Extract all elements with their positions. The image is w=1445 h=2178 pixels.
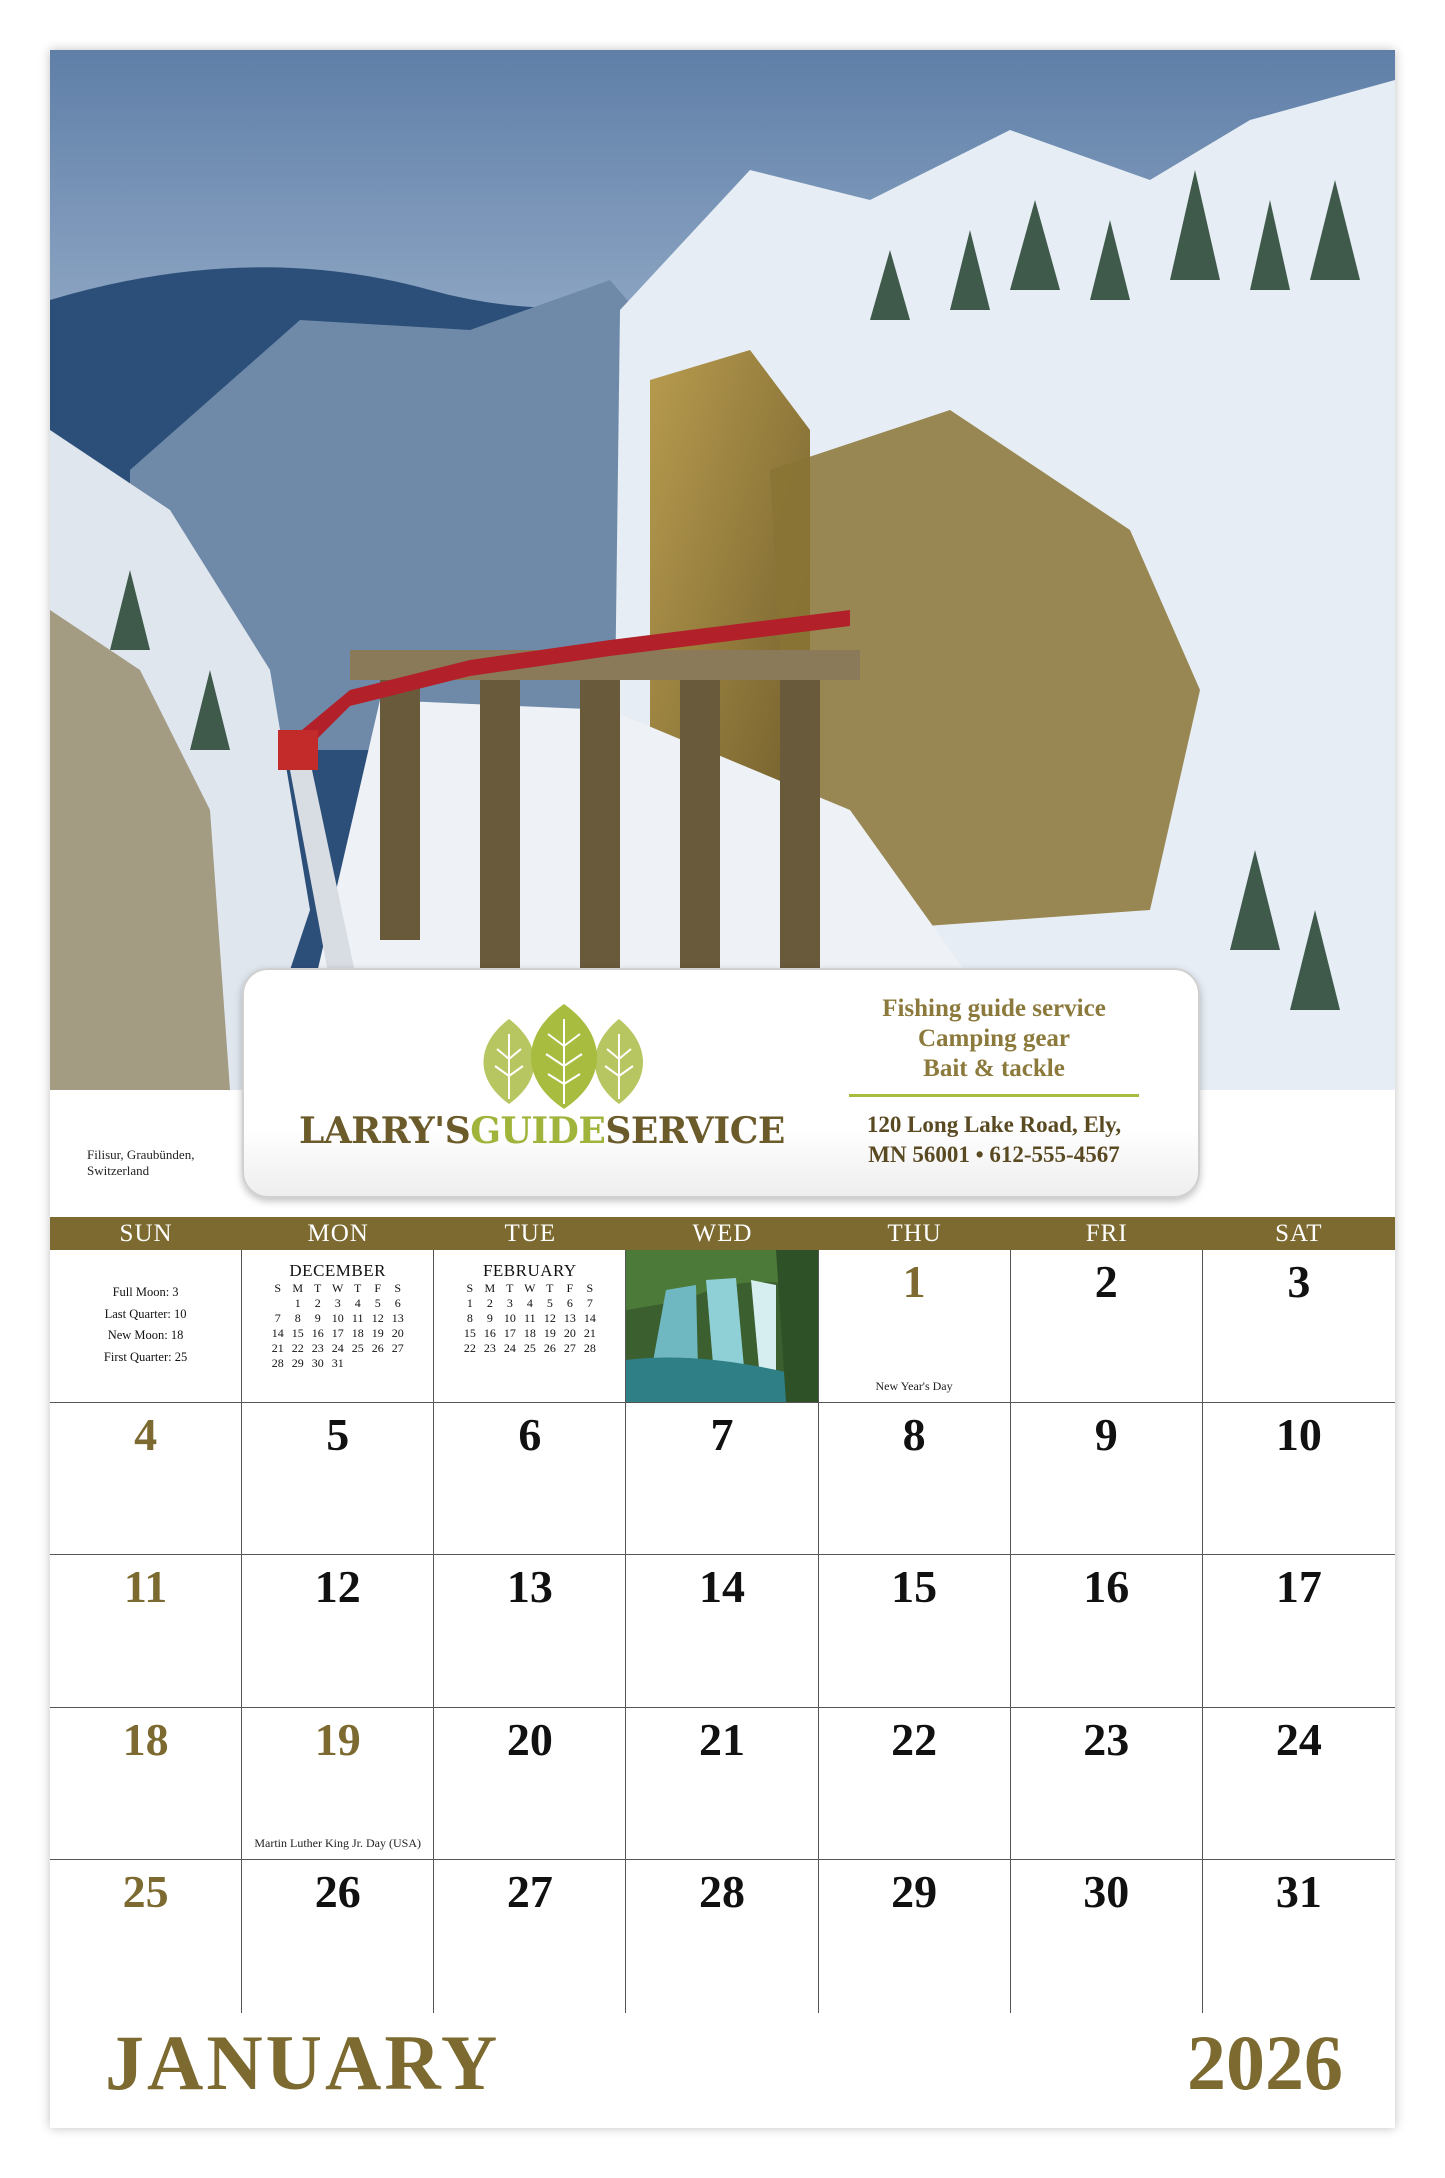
mini-calendar-day: 7 — [586, 1296, 593, 1310]
mini-calendar-header: M — [484, 1281, 496, 1295]
day-cell — [242, 1555, 434, 1707]
mini-calendar-day: 28 — [271, 1356, 284, 1370]
day-number: 13 — [506, 1561, 553, 1613]
mini-calendar-day: 5 — [546, 1296, 553, 1310]
day-cell — [1011, 1403, 1203, 1555]
mini-calendar-header: S — [274, 1281, 282, 1295]
day-number: 15 — [891, 1561, 938, 1613]
mini-calendar-day: 26 — [543, 1341, 556, 1355]
mini-calendar-header: W — [332, 1281, 344, 1295]
mini-calendar-day: 24 — [331, 1341, 344, 1355]
mini-calendar-day: 27 — [563, 1341, 576, 1355]
service-item: Camping gear — [917, 1025, 1071, 1052]
mini-calendar-title: DECEMBER — [289, 1261, 386, 1280]
day-cell — [1203, 1250, 1395, 1402]
day-cell — [819, 1860, 1011, 2013]
moon-phase-cell — [50, 1250, 242, 1402]
mini-calendar-day: 9 — [486, 1311, 493, 1325]
mini-calendar-day: 2 — [486, 1296, 493, 1310]
calendar-week-row — [50, 1555, 1395, 1708]
mini-calendar-day — [388, 1356, 408, 1371]
mini-calendar-day: 21 — [271, 1341, 284, 1355]
mini-calendar-day: 6 — [394, 1296, 401, 1310]
calendar-week-row — [50, 1860, 1395, 2013]
day-number: 22 — [891, 1713, 938, 1765]
mini-calendar-day: 18 — [523, 1326, 536, 1340]
weekday-label: WED — [692, 1220, 753, 1247]
day-cell — [50, 1708, 242, 1860]
day-number: 4 — [134, 1408, 158, 1460]
day-number: 30 — [1083, 1866, 1130, 1918]
business-name: LARRY'SGUIDESERVICE — [299, 1110, 785, 1152]
mini-calendar-day: 13 — [563, 1311, 576, 1325]
weekday-label: TUE — [504, 1220, 557, 1247]
mini-calendar-day: 4 — [526, 1296, 533, 1310]
calendar-week-row — [50, 1403, 1395, 1556]
mini-calendar-day: 19 — [371, 1326, 384, 1340]
mini-calendar-header: F — [566, 1281, 574, 1295]
leaf-logo-icon — [464, 1004, 664, 1114]
weekday-label: SAT — [1275, 1220, 1323, 1247]
weekday-label: FRI — [1085, 1220, 1128, 1247]
day-cell — [1203, 1555, 1395, 1707]
moon-phase-item: Full Moon: 3 — [112, 1285, 179, 1299]
mini-calendar-day: 7 — [274, 1311, 281, 1325]
day-number: 11 — [123, 1561, 168, 1613]
day-number: 5 — [326, 1408, 350, 1460]
day-cell — [434, 1708, 626, 1860]
day-cell — [819, 1403, 1011, 1555]
day-cell — [819, 1555, 1011, 1707]
day-grid — [50, 1250, 1395, 2013]
mini-calendar-header: T — [546, 1281, 554, 1295]
mini-calendar-day: 14 — [271, 1326, 284, 1340]
mini-calendar-title: FEBRUARY — [482, 1261, 577, 1280]
mini-calendar-day: 2 — [314, 1296, 321, 1310]
mini-calendar-day — [368, 1356, 388, 1371]
mini-calendar-day: 20 — [391, 1326, 404, 1340]
photo-caption: Filisur, Graubünden, Switzerland — [87, 1147, 195, 1178]
mini-calendar-header: S — [394, 1281, 402, 1295]
day-number: 20 — [506, 1713, 553, 1765]
day-cell — [434, 1403, 626, 1555]
day-number: 25 — [122, 1866, 169, 1918]
mini-calendar-day: 3 — [506, 1296, 513, 1310]
mini-calendar-day: 10 — [331, 1311, 344, 1325]
day-number: 16 — [1083, 1561, 1130, 1613]
day-cell — [242, 1403, 434, 1555]
day-number: 31 — [1275, 1866, 1322, 1918]
mini-calendar-header: M — [292, 1281, 304, 1295]
holiday-label: Martin Luther King Jr. Day (USA) — [254, 1836, 421, 1851]
day-number: 3 — [1287, 1256, 1311, 1307]
day-cell — [50, 1860, 242, 2013]
mini-calendar-day: 10 — [503, 1311, 516, 1325]
weekday-header — [50, 1217, 1395, 1250]
holiday-label: New Year's Day — [875, 1378, 953, 1393]
mini-calendar-day: 29 — [291, 1356, 304, 1370]
mini-calendar-day: 23 — [483, 1341, 496, 1355]
mini-calendar-day: 1 — [294, 1296, 301, 1310]
mini-calendar-day: 13 — [391, 1311, 404, 1325]
business-address: 120 Long Lake Road, Ely, MN 56001 • 612-555-4567 — [866, 1112, 1122, 1167]
month-title: JANUARY — [105, 2019, 501, 2106]
day-number: 12 — [314, 1561, 361, 1613]
mini-calendar-day: 16 — [483, 1326, 496, 1340]
service-item: Bait & tackle — [923, 1055, 1065, 1082]
calendar-week-row — [50, 1708, 1395, 1861]
service-item: Fishing guide service — [882, 995, 1106, 1022]
mini-calendar-day: 12 — [543, 1311, 556, 1325]
calendar-week-row — [50, 1250, 1395, 1403]
mini-calendar-day: 17 — [503, 1326, 516, 1340]
mini-calendar-header: S — [466, 1281, 474, 1295]
day-number: 19 — [314, 1713, 361, 1765]
calendar-grid — [50, 1217, 1395, 2013]
mini-calendar-day: 25 — [351, 1341, 364, 1355]
mini-calendar-day: 9 — [314, 1311, 321, 1325]
mini-calendar-day: 25 — [523, 1341, 536, 1355]
day-cell — [626, 1403, 818, 1555]
day-cell — [434, 1555, 626, 1707]
day-number: 1 — [902, 1256, 926, 1307]
day-cell — [626, 1250, 818, 1402]
day-number: 7 — [710, 1408, 734, 1460]
mini-calendar-day: 1 — [466, 1296, 473, 1310]
day-cell — [1203, 1860, 1395, 2013]
day-cell — [242, 1708, 434, 1860]
day-cell — [50, 1555, 242, 1707]
day-number: 26 — [314, 1866, 361, 1918]
mini-calendar-day: 19 — [543, 1326, 556, 1340]
day-cell — [1011, 1250, 1203, 1402]
day-number: 29 — [891, 1866, 938, 1918]
weekday-label: SUN — [119, 1220, 173, 1247]
mini-calendar-day — [348, 1356, 368, 1371]
moon-phase-item: New Moon: 18 — [107, 1328, 184, 1342]
mini-calendar-day — [268, 1296, 288, 1311]
mini-calendar-day: 17 — [331, 1326, 344, 1340]
day-cell — [1011, 1860, 1203, 2013]
mini-calendar-header: T — [506, 1281, 514, 1295]
mini-calendar-header: T — [354, 1281, 362, 1295]
day-number: 17 — [1275, 1561, 1322, 1613]
mini-calendar-day: 20 — [563, 1326, 576, 1340]
day-cell — [1203, 1403, 1395, 1555]
day-cell — [242, 1860, 434, 2013]
mini-calendar-day: 3 — [334, 1296, 341, 1310]
weekday-label: MON — [307, 1220, 369, 1247]
mini-calendar-day: 15 — [463, 1326, 476, 1340]
mini-calendar-day: 14 — [583, 1311, 596, 1325]
mini-calendar-day: 18 — [351, 1326, 364, 1340]
mini-calendar-day: 26 — [371, 1341, 384, 1355]
mini-calendar-day: 11 — [351, 1311, 364, 1325]
day-cell — [1011, 1708, 1203, 1860]
day-number: 2 — [1094, 1256, 1118, 1307]
mini-calendar-day: 23 — [311, 1341, 324, 1355]
mini-calendar-table — [460, 1281, 600, 1356]
day-number: 6 — [518, 1408, 542, 1460]
mini-calendar-day: 21 — [583, 1326, 596, 1340]
day-cell — [242, 1250, 434, 1402]
mini-calendar-day: 11 — [524, 1311, 536, 1325]
day-number: 14 — [698, 1561, 745, 1613]
day-cell — [626, 1555, 818, 1707]
mini-calendar-day: 30 — [311, 1356, 324, 1370]
day-number: 9 — [1094, 1408, 1118, 1460]
day-number: 18 — [122, 1713, 169, 1765]
day-number: 24 — [1275, 1713, 1322, 1765]
day-number: 21 — [698, 1713, 745, 1765]
waterfall-thumbnail — [626, 1250, 817, 1402]
day-cell — [434, 1250, 626, 1402]
mini-calendar-day: 6 — [566, 1296, 573, 1310]
day-number: 27 — [506, 1866, 553, 1918]
next_month-mini-calendar — [434, 1262, 625, 1356]
weekday-label: THU — [887, 1220, 942, 1247]
mini-calendar-day: 16 — [311, 1326, 324, 1340]
day-number: 28 — [698, 1866, 745, 1918]
mini-calendar-day: 12 — [371, 1311, 384, 1325]
day-number: 23 — [1083, 1713, 1130, 1765]
mini-calendar-day: 27 — [391, 1341, 404, 1355]
advertiser-box — [242, 968, 1200, 1198]
calendar-page — [50, 50, 1395, 2128]
landscape-photo — [50, 50, 1395, 1090]
day-number: 8 — [902, 1408, 926, 1460]
day-cell — [626, 1708, 818, 1860]
mini-calendar-header: W — [524, 1281, 536, 1295]
day-cell — [1203, 1708, 1395, 1860]
services-list — [844, 994, 1144, 1084]
day-cell — [434, 1860, 626, 2013]
prev_month-mini-calendar — [242, 1262, 433, 1371]
mini-calendar-header: F — [374, 1281, 382, 1295]
day-cell — [819, 1250, 1011, 1402]
mini-calendar-day: 8 — [466, 1311, 473, 1325]
mini-calendar-day: 4 — [354, 1296, 361, 1310]
mini-calendar-day: 24 — [503, 1341, 516, 1355]
divider — [849, 1094, 1139, 1097]
mini-calendar-day: 22 — [291, 1341, 304, 1355]
moon-phases — [50, 1282, 241, 1368]
mini-calendar-day: 22 — [463, 1341, 476, 1355]
mini-calendar-header: T — [314, 1281, 322, 1295]
moon-phase-item: Last Quarter: 10 — [104, 1306, 187, 1321]
day-number: 10 — [1275, 1408, 1322, 1460]
year-title: 2026 — [1187, 2019, 1343, 2106]
day-cell — [626, 1860, 818, 2013]
moon-phase-item: First Quarter: 25 — [103, 1349, 188, 1364]
mini-calendar-table — [268, 1281, 408, 1371]
day-cell — [819, 1708, 1011, 1860]
mini-calendar-day: 5 — [374, 1296, 381, 1310]
day-cell — [1011, 1555, 1203, 1707]
mini-calendar-day: 8 — [294, 1311, 301, 1325]
mini-calendar-header: S — [586, 1281, 594, 1295]
day-cell — [50, 1403, 242, 1555]
mini-calendar-day: 15 — [291, 1326, 304, 1340]
mini-calendar-day: 28 — [583, 1341, 596, 1355]
mini-calendar-day: 31 — [331, 1356, 344, 1370]
